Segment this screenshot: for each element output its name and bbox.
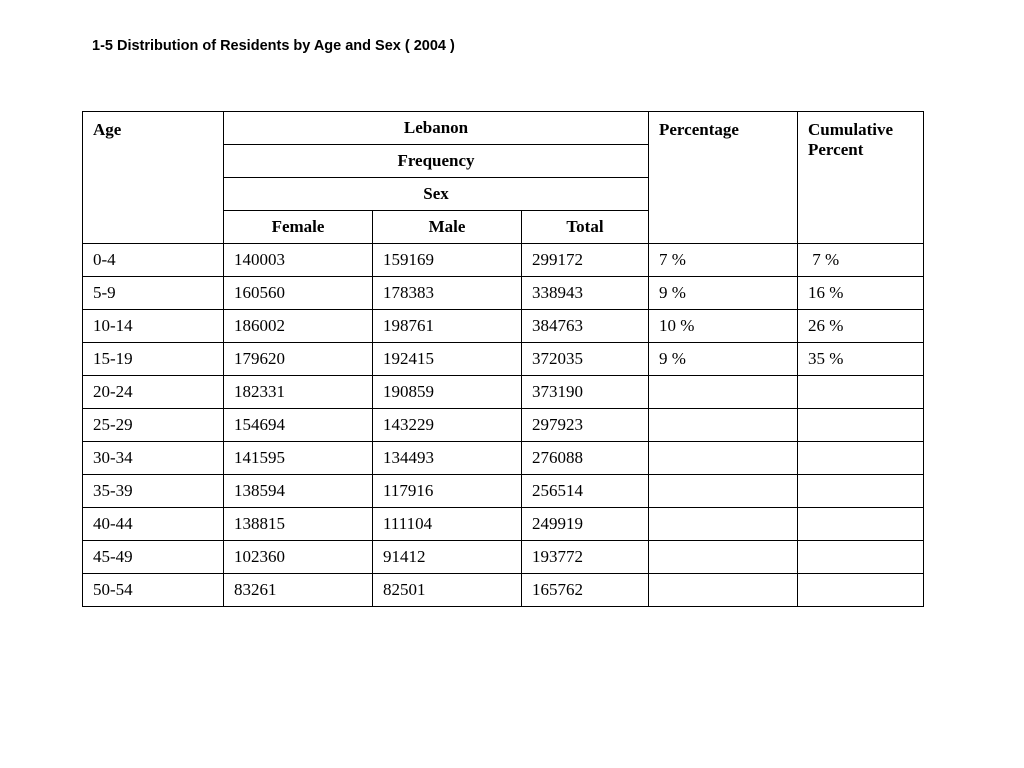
cell-age: 45-49	[83, 541, 224, 574]
cell-male: 159169	[373, 244, 522, 277]
cell-percentage: 7 %	[649, 244, 798, 277]
cell-female: 154694	[224, 409, 373, 442]
table-row	[83, 541, 924, 574]
cell-female: 141595	[224, 442, 373, 475]
cell-cumulative: 35 %	[798, 343, 924, 376]
table-row	[83, 277, 924, 310]
header-row-1	[83, 112, 924, 145]
cell-total: 299172	[522, 244, 649, 277]
cell-cumulative	[798, 442, 924, 475]
table-row	[83, 508, 924, 541]
cell-cumulative	[798, 574, 924, 607]
cell-total: 297923	[522, 409, 649, 442]
cell-female: 186002	[224, 310, 373, 343]
cell-cumulative	[798, 541, 924, 574]
cell-cumulative	[798, 409, 924, 442]
cell-total: 256514	[522, 475, 649, 508]
cell-female: 83261	[224, 574, 373, 607]
cell-cumulative	[798, 475, 924, 508]
cell-male: 111104	[373, 508, 522, 541]
cell-age: 40-44	[83, 508, 224, 541]
cell-percentage: 9 %	[649, 277, 798, 310]
cell-female: 138815	[224, 508, 373, 541]
cell-age: 20-24	[83, 376, 224, 409]
cell-percentage	[649, 574, 798, 607]
table-row	[83, 310, 924, 343]
header-total: Total	[522, 211, 649, 244]
header-cumulative-percent: Cumulative Percent	[798, 112, 924, 244]
cell-total: 165762	[522, 574, 649, 607]
cell-female: 160560	[224, 277, 373, 310]
table-row	[83, 475, 924, 508]
cell-percentage	[649, 376, 798, 409]
cell-total: 372035	[522, 343, 649, 376]
cell-cumulative	[798, 376, 924, 409]
cell-male: 117916	[373, 475, 522, 508]
cell-age: 10-14	[83, 310, 224, 343]
header-age: Age	[83, 112, 224, 244]
header-female: Female	[224, 211, 373, 244]
cell-percentage	[649, 508, 798, 541]
cell-male: 134493	[373, 442, 522, 475]
header-lebanon: Lebanon	[224, 112, 649, 145]
header-frequency: Frequency	[224, 145, 649, 178]
cell-male: 198761	[373, 310, 522, 343]
cell-female: 102360	[224, 541, 373, 574]
cell-percentage	[649, 442, 798, 475]
cell-percentage	[649, 409, 798, 442]
cell-total: 373190	[522, 376, 649, 409]
header-sex: Sex	[224, 178, 649, 211]
table-row	[83, 343, 924, 376]
cell-male: 91412	[373, 541, 522, 574]
cell-percentage: 10 %	[649, 310, 798, 343]
cell-male: 82501	[373, 574, 522, 607]
header-percentage: Percentage	[649, 112, 798, 244]
cell-cumulative: 16 %	[798, 277, 924, 310]
cell-male: 190859	[373, 376, 522, 409]
cell-percentage	[649, 475, 798, 508]
cell-cumulative	[798, 508, 924, 541]
age-sex-distribution-table	[82, 111, 924, 607]
cell-age: 30-34	[83, 442, 224, 475]
cell-age: 50-54	[83, 574, 224, 607]
cell-female: 179620	[224, 343, 373, 376]
cell-male: 178383	[373, 277, 522, 310]
cell-age: 15-19	[83, 343, 224, 376]
table-body	[83, 112, 924, 607]
cell-percentage	[649, 541, 798, 574]
cell-total: 384763	[522, 310, 649, 343]
cell-percentage: 9 %	[649, 343, 798, 376]
table-row	[83, 442, 924, 475]
table-row	[83, 244, 924, 277]
cell-female: 138594	[224, 475, 373, 508]
cell-age: 0-4	[83, 244, 224, 277]
table-row	[83, 376, 924, 409]
cell-male: 192415	[373, 343, 522, 376]
cell-total: 276088	[522, 442, 649, 475]
header-male: Male	[373, 211, 522, 244]
cell-total: 193772	[522, 541, 649, 574]
table-row	[83, 574, 924, 607]
cell-male: 143229	[373, 409, 522, 442]
cell-cumulative: 7 %	[798, 244, 924, 277]
cell-total: 338943	[522, 277, 649, 310]
page-title: 1-5 Distribution of Residents by Age and Sex ( 2004 )	[92, 38, 455, 54]
cell-female: 140003	[224, 244, 373, 277]
cell-cumulative: 26 %	[798, 310, 924, 343]
cell-age: 5-9	[83, 277, 224, 310]
table-row	[83, 409, 924, 442]
cell-age: 35-39	[83, 475, 224, 508]
cell-total: 249919	[522, 508, 649, 541]
cell-age: 25-29	[83, 409, 224, 442]
cell-female: 182331	[224, 376, 373, 409]
